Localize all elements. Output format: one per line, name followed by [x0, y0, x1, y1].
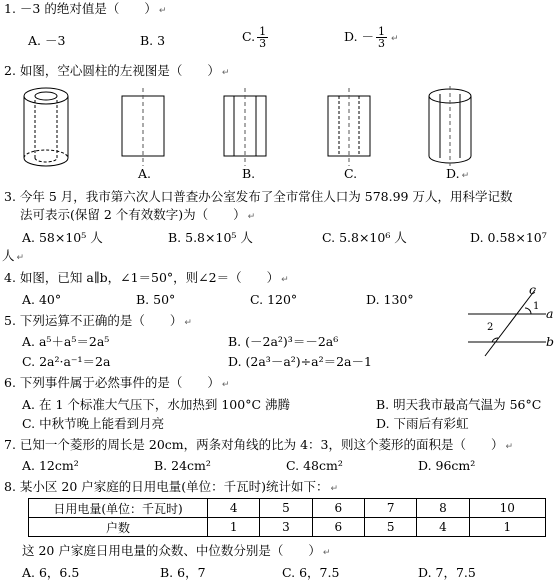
table-cell: 5: [364, 518, 416, 537]
table-cell: 1: [208, 518, 260, 537]
q3-option-c: C. 5.8×10⁶ 人: [322, 230, 407, 245]
q5-stem: 5. 下列运算不正确的是（ ） ↵: [4, 313, 192, 328]
q5-option-d: D. (2a³－a²)÷a²＝2a－1: [228, 354, 372, 369]
q3-option-d: D. 0.58×10⁷: [470, 230, 547, 245]
q1-fraction-d: $\frac{1}{3}$: [378, 25, 386, 50]
q4-angle-1: 1: [533, 301, 540, 312]
q4-option-a: A. 40°: [22, 292, 62, 307]
table-cell: 8: [417, 499, 469, 518]
table-cell: 6: [312, 518, 364, 537]
q6-option-b: B. 明天我市最高气温为 56°C: [376, 397, 542, 412]
q4-option-d: D. 130°: [366, 292, 414, 307]
q2-label-c: C.: [344, 166, 358, 181]
q7-option-a: A. 12cm²: [22, 458, 79, 473]
view-option-c: [328, 88, 370, 166]
q6-option-a: A. 在 1 个标准大气压下，水加热到 100°C 沸腾: [22, 397, 290, 412]
q7-option-c: C. 48cm²: [286, 458, 343, 473]
table-cell: 6: [312, 499, 364, 518]
view-option-b: [224, 88, 266, 166]
view-option-d: [429, 86, 471, 166]
q4-stem: 4. 如图，已知 a∥b，∠1＝50°，则∠2＝（ ） ↵: [4, 270, 289, 285]
q7-option-d: D. 96cm²: [418, 458, 476, 473]
q8-option-c: C. 6，7.5: [282, 565, 340, 580]
table-cell: 3: [260, 518, 312, 537]
q3-option-b: B. 5.8×10⁵ 人: [168, 230, 253, 245]
q6-stem: 6. 下列事件属于必然事件的是（ ） ↵: [4, 375, 230, 390]
q4-label-c: c: [529, 282, 537, 297]
q8-option-d: D. 7，7.5: [418, 565, 476, 580]
q3-overflow: 人 ↵: [2, 248, 25, 263]
q3-option-a: A. 58×10⁵ 人: [22, 230, 103, 245]
q3-line1: 3. 今年 5 月，我市第六次人口普查办公室发布了全市常住人口为 578.99 万人，用科学记数: [4, 189, 513, 204]
table-header-electricity: 日用电量(单位：千瓦时): [29, 499, 208, 518]
q7-option-b: B. 24cm²: [154, 458, 211, 473]
q4-label-b: b: [546, 334, 555, 349]
table-cell: 4: [208, 499, 260, 518]
q4-angle-2: 2: [487, 322, 494, 333]
q4-label-a: a: [546, 306, 554, 321]
q8-option-b: B. 6，7: [160, 565, 206, 580]
q4-option-c: C. 120°: [250, 292, 298, 307]
q6-option-d: D. 下雨后有彩虹: [376, 416, 469, 431]
table-cell: 7: [364, 499, 416, 518]
table-cell: 4: [417, 518, 469, 537]
q1-option-a: A. －3: [28, 33, 66, 48]
table-row: [29, 499, 546, 518]
q6-option-c: C. 中秋节晚上能看到月亮: [22, 416, 165, 431]
q2-label-a: A.: [138, 166, 152, 181]
q1-option-b: B. 3: [140, 33, 166, 48]
q7-stem: 7. 已知一个菱形的周长是 20cm，两条对角线的比为 4：3，则这个菱形的面积是（ ） ↵: [4, 437, 514, 452]
q3-line2: 法可表示(保留 2 个有效数字)为（ ） ↵: [20, 207, 256, 222]
table-cell: 5: [260, 499, 312, 518]
q4-option-b: B. 50°: [136, 292, 176, 307]
q1-stem: 1. －3 的绝对值是（ ） ↵: [4, 1, 167, 16]
table-cell: 1: [469, 518, 545, 537]
q5-option-b: B. (－2a²)³＝－2a⁶: [228, 334, 339, 349]
q8-question: 这 20 户家庭日用电量的众数、中位数分别是（ ） ↵: [22, 543, 331, 558]
q5-option-a: A. a⁵＋a⁵＝2a⁵: [22, 334, 110, 349]
view-option-a: [122, 88, 164, 166]
q5-option-c: C. 2a²·a⁻¹＝2a: [22, 354, 111, 369]
q8-option-a: A. 6，6.5: [22, 565, 80, 580]
hollow-cylinder-figure: [24, 88, 68, 166]
q1-option-d: D. － $\frac{1}{3}$ ↵: [344, 25, 399, 50]
q2-label-d: D. ↵: [446, 166, 470, 181]
table-header-households: 户数: [29, 518, 208, 537]
q2-stem: 2. 如图，空心圆柱的左视图是（ ） ↵: [4, 63, 230, 78]
table-row: [29, 518, 546, 537]
q8-stem: 8. 某小区 20 户家庭的日用电量(单位：千瓦时)统计如下： ↵: [4, 479, 339, 494]
q2-label-b: B.: [242, 166, 256, 181]
electricity-table: [28, 498, 546, 537]
q1-option-c: C. $\frac{1}{3}$: [242, 25, 267, 50]
q1-fraction-c: $\frac{1}{3}$: [259, 25, 267, 50]
table-cell: 10: [469, 499, 545, 518]
